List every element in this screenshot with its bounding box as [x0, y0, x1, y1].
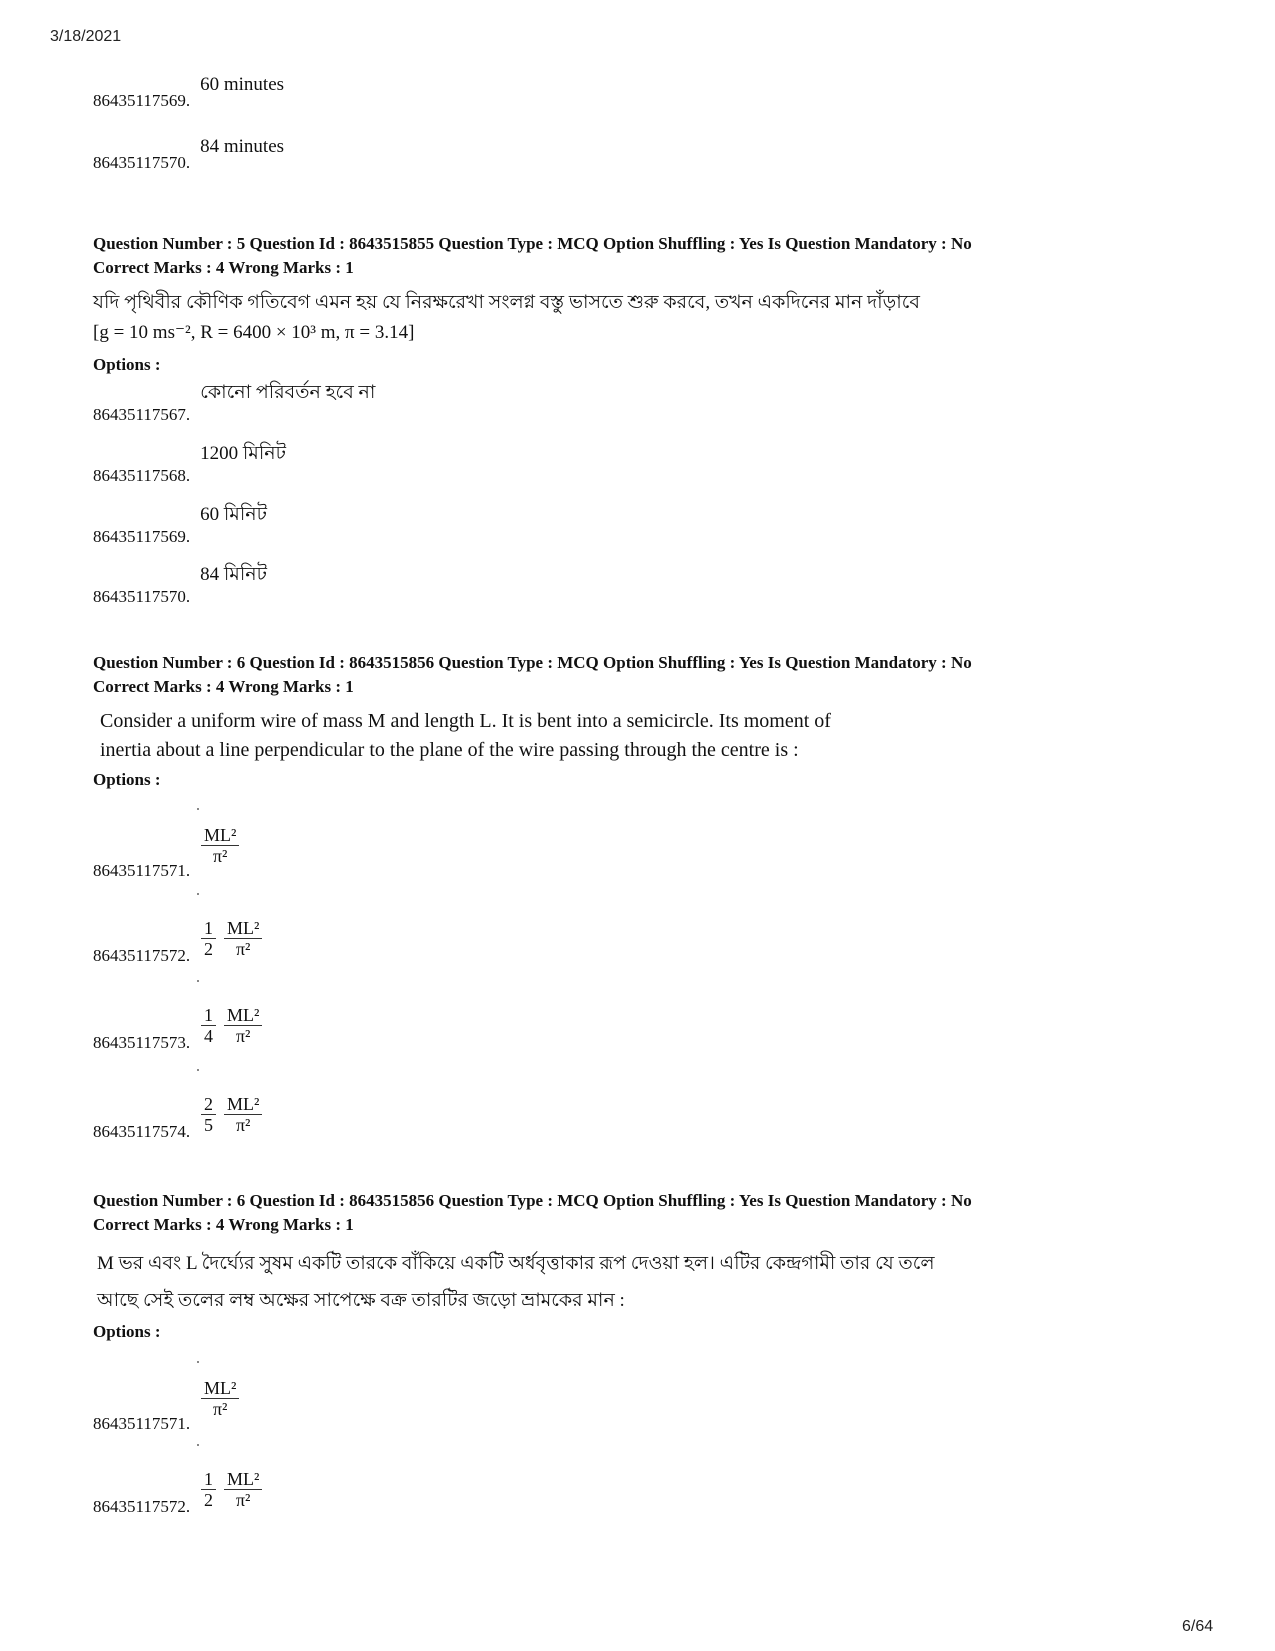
formula: [201, 1378, 239, 1419]
option-id: 86435117572.: [93, 946, 191, 965]
question-text: [100, 707, 831, 765]
option-row: [93, 895, 493, 965]
question-meta: Question Number : 6 Question Id : 8643515856 Question Type : MCQ Option Shuffling : Yes Is Question Mandatory : No: [93, 653, 972, 672]
question-text-line: M ভর এবং L দৈর্ঘ্যের সুষম একটি তারকে বাঁকিয়ে একটি অর্ধবৃত্তাকার রূপ দেওয়া হল। এটির কেন্দ্রগামী তার যে তলে: [97, 1253, 935, 1274]
question-text-line: [g = 10 ms⁻², R = 6400 × 10³ m, π = 3.14]: [93, 322, 415, 343]
option-row: [93, 74, 285, 110]
option-id: 86435117569.: [93, 91, 191, 110]
question-meta: Question Number : 5 Question Id : 8643515855 Question Type : MCQ Option Shuffling : Yes Is Question Mandatory : No: [93, 234, 972, 253]
fraction: $\frac{\text{ML²}}{\text{π²}}$: [201, 1378, 239, 1419]
options-label: Options :: [93, 355, 161, 374]
question-text: [93, 288, 920, 348]
option-row: [93, 564, 267, 606]
option-text: 60 minutes: [200, 74, 285, 95]
option-text: 84 মিনিট: [200, 564, 267, 585]
page-number: 6/64: [1182, 1618, 1214, 1635]
formula: [201, 1469, 262, 1510]
option-text: 60 মিনিট: [200, 504, 267, 525]
option-id: 86435117568.: [93, 466, 191, 485]
option-text: 84 minutes: [200, 136, 285, 157]
question-header: [93, 1189, 972, 1237]
coefficient: $\frac{2}{5}$: [201, 1094, 216, 1135]
formula: [201, 918, 262, 959]
coefficient: $\frac{1}{2}$: [201, 918, 216, 959]
coefficient: $\frac{1}{2}$: [201, 1469, 216, 1510]
question-header: [93, 232, 972, 280]
option-id: 86435117571.: [93, 861, 191, 880]
question-text-line: যদি পৃথিবীর কৌণিক গতিবেগ এমন হয় যে নিরক্ষরেখা সংলগ্ন বস্তু ভাসতে শুরু করবে, তখন একদিনের মান দাঁড়াবে: [93, 292, 920, 313]
question-text-line: আছে সেই তলের লম্ব অক্ষের সাপেক্ষে বক্র তারটির জড়ো ভ্রামকের মান :: [97, 1290, 625, 1311]
option-text: কোনো পরিবর্তন হবে না: [200, 382, 376, 403]
option-row: [93, 1071, 493, 1141]
fraction: $\frac{\text{ML²}}{\text{π²}}$: [224, 1094, 262, 1135]
question-text-line: Consider a uniform wire of mass M and length L. It is bent into a semicircle. Its moment of: [100, 710, 831, 732]
option-id: 86435117569.: [93, 527, 191, 546]
print-date: 3/18/2021: [50, 28, 122, 45]
option-id: 86435117570.: [93, 587, 191, 606]
fraction: $\frac{\text{ML²}}{\text{π²}}$: [224, 1005, 262, 1046]
formula: [201, 1005, 262, 1046]
formula: [201, 825, 239, 866]
option-id: 86435117573.: [93, 1033, 191, 1052]
options-label: Options :: [93, 770, 161, 789]
question-marks: Correct Marks : 4 Wrong Marks : 1: [93, 1215, 354, 1234]
option-id: 86435117571.: [93, 1414, 191, 1433]
formula: [201, 1094, 262, 1135]
option-id: 86435117572.: [93, 1497, 191, 1516]
fraction: $\frac{\text{ML²}}{\text{π²}}$: [224, 918, 262, 959]
question-marks: Correct Marks : 4 Wrong Marks : 1: [93, 677, 354, 696]
option-row: [93, 443, 286, 485]
coefficient: $\frac{1}{4}$: [201, 1005, 216, 1046]
fraction: $\frac{\text{ML²}}{\text{π²}}$: [201, 825, 239, 866]
question-header: [93, 651, 972, 699]
options-label: Options :: [93, 1322, 161, 1341]
fraction: $\frac{\text{ML²}}{\text{π²}}$: [224, 1469, 262, 1510]
option-id: 86435117567.: [93, 405, 191, 424]
question-meta: Question Number : 6 Question Id : 8643515856 Question Type : MCQ Option Shuffling : Yes Is Question Mandatory : No: [93, 1191, 972, 1210]
question-marks: Correct Marks : 4 Wrong Marks : 1: [93, 258, 354, 277]
option-row: [93, 1446, 493, 1516]
option-row: [93, 982, 493, 1052]
option-id: 86435117574.: [93, 1122, 191, 1141]
option-row: [93, 136, 285, 172]
question-text: [97, 1245, 935, 1319]
question-text-line: inertia about a line perpendicular to the plane of the wire passing through the centre is :: [100, 739, 799, 761]
option-text: 1200 মিনিট: [200, 443, 286, 464]
option-row: [93, 382, 376, 424]
option-row: [93, 504, 267, 546]
option-row: [93, 810, 493, 880]
option-id: 86435117570.: [93, 153, 191, 172]
option-row: [93, 1363, 493, 1433]
